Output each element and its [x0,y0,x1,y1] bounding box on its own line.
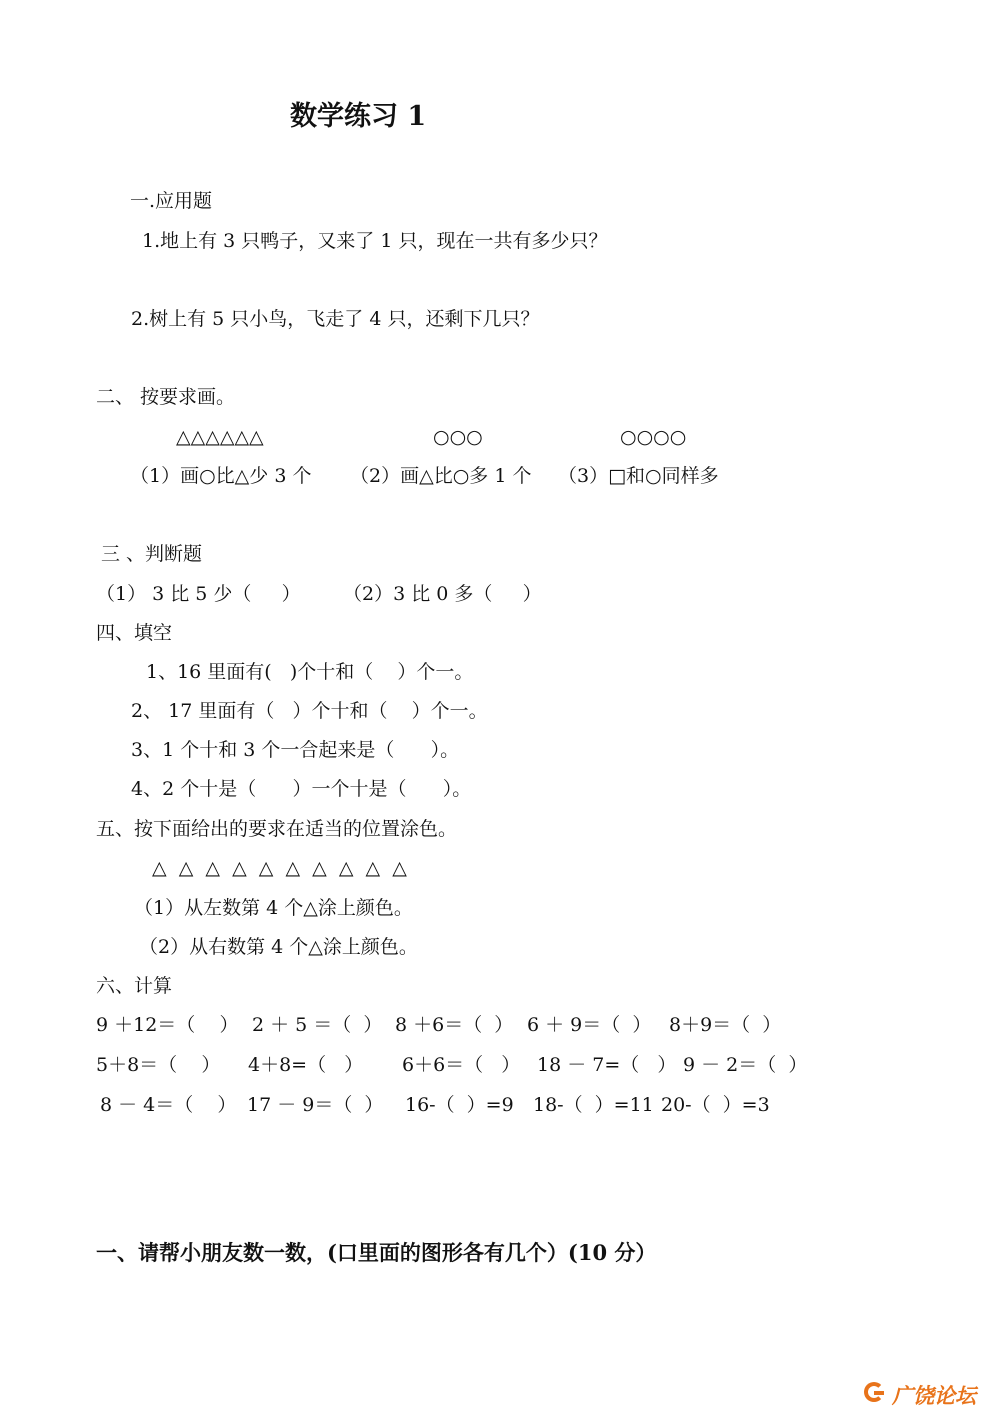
fill-item-3: 3、1 个十和 3 个一合起来是（ ）。 [131,739,460,761]
draw-task-1: （1）画○比△少 3 个 [130,465,312,487]
section-1-heading: 一.应用题 [130,190,213,212]
triangle-row: △△△△△△ [176,426,264,448]
judge-item-2: （2）3 比 0 多（ ） [343,583,542,605]
calc-cell: 8 － 4＝（ ） [100,1094,237,1116]
section-2-heading: 二、 按要求画。 [96,386,236,408]
question-2: 2.树上有 5 只小鸟，飞走了 4 只，还剩下几只？ [131,308,540,330]
calc-cell: 9 － 2＝（ ） [683,1054,808,1076]
calc-cell: 8＋9＝（ ） [669,1014,782,1036]
section-5-heading: 五、按下面给出的要求在适当的位置涂色。 [96,818,458,840]
draw-task-3: （3）□和○同样多 [558,465,719,487]
section-6-heading: 六、计算 [96,975,173,997]
calc-cell: 18-（ ）=11 [533,1094,654,1116]
triangle-line: △ △ △ △ △ △ △ △ △ △ [152,857,407,879]
fill-item-4: 4、2 个十是（ ）一个十是（ ）。 [131,778,472,800]
question-1: 1.地上有 3 只鸭子，又来了 1 只，现在一共有多少只？ [142,230,608,252]
calc-cell: 18 － 7=（ ） [537,1054,677,1076]
fill-item-1: 1、16 里面有( )个十和（ ）个一。 [146,661,474,683]
color-item-2: （2）从右数第 4 个△涂上颜色。 [139,936,418,958]
judge-item-1: （1） 3 比 5 少（ ） [96,583,301,605]
fill-item-2: 2、 17 里面有（ ）个十和（ ）个一。 [131,700,488,722]
section-3-heading: 三 、判断题 [101,543,203,565]
section-4-heading: 四、填空 [96,622,173,644]
circle-row-3: ○○○ [433,426,483,448]
circle-row-4: ○○○○ [620,426,687,448]
watermark-text: 广饶论坛 [892,1384,976,1408]
calc-cell: 20-（ ）=3 [661,1094,770,1116]
calc-cell: 17 － 9＝（ ） [247,1094,384,1116]
calc-cell: 4＋8=（ ） [248,1054,364,1076]
color-item-1: （1）从左数第 4 个△涂上颜色。 [134,897,413,919]
calc-cell: 2 ＋ 5 ＝（ ） [252,1014,383,1036]
page-title: 数学练习 1 [290,101,427,132]
site-watermark [860,1378,990,1408]
calc-cell: 5＋8＝（ ） [96,1054,221,1076]
draw-task-2: （2）画△比○多 1 个 [350,465,532,487]
calc-cell: 6 ＋ 9＝（ ） [527,1014,652,1036]
calc-cell: 8 ＋6＝（ ） [395,1014,514,1036]
calc-cell: 6＋6＝（ ） [402,1054,521,1076]
calc-cell: 9 ＋12＝（ ） [96,1014,239,1036]
calc-cell: 16-（ ）=9 [405,1094,514,1116]
section-7-heading: 一、请帮小朋友数一数，(口里面的图形各有几个）(10 分） [96,1240,657,1265]
